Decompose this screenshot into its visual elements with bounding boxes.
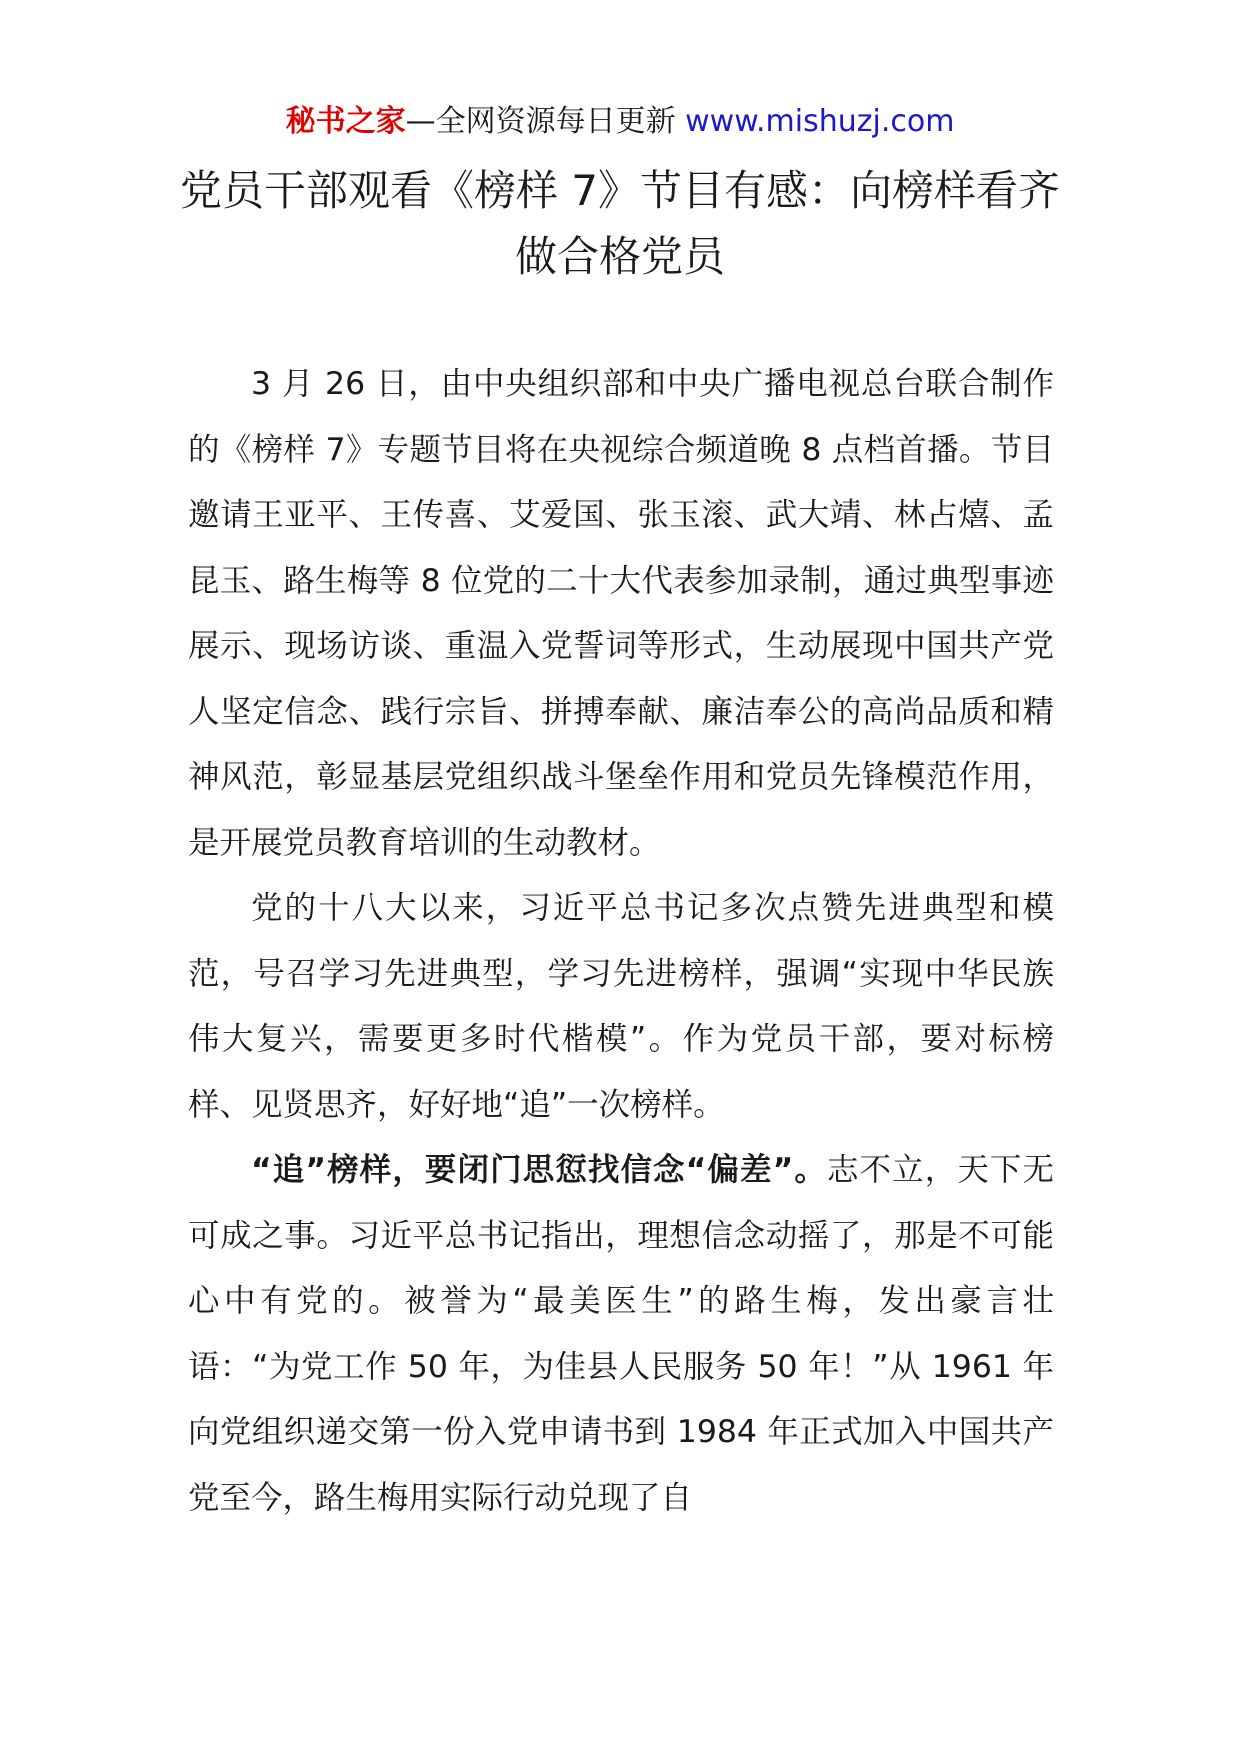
paragraph-text: 3 月 26 日，由中央组织部和中央广播电视总台联合制作的《榜样 7》专题节目将在央视综合频道晚 8 点档首播。节目邀请王亚平、王传喜、艾爱国、张玉滚、武大靖、林占熺、孟昆玉、路生梅等 8 位党的二十大代表参加录制，通过典型事迹展示、现场访谈、重温入党誓词等形式，生动展现中国共产党人坚定信念、践行宗旨、拼搏奉献、廉洁奉公的高尚品质和精神风范，彰显基层党组织战斗堡垒作用和党员先锋模范作用，是开展党员教育培训的生动教材。 [188,366,1054,861]
paragraph-lead: “追”榜样，要闭门思愆找信念“偏差”。 [251,1152,827,1188]
site-brand: 秘书之家 [285,104,406,139]
paragraph-text: 党的十八大以来，习近平总书记多次点赞先进典型和模范，号召学习先进典型，学习先进榜样，强调“实现中华民族伟大复兴，需要更多时代楷模”。作为党员干部，要对标榜样、见贤思齐，好好地“追”一次榜样。 [188,890,1054,1123]
paragraph-1 [188,352,1054,876]
site-banner [0,100,1240,144]
paragraph-text: 志不立，天下无可成之事。习近平总书记指出，理想信念动摇了，那是不可能心中有党的。被誉为“最美医生”的路生梅，发出豪言壮语：“为党工作 50 年，为佳县人民服务 50 年！”从 1961 年向党组织递交第一份入党申请书到 1984 年正式加入中国共产党至今，路生梅用实际行动兑现了自 [188,1152,1054,1516]
site-url-link[interactable]: www.mishuzj.com [685,104,955,139]
document-body [188,352,1054,1531]
site-tagline: —全网资源每日更新 [405,104,676,139]
paragraph-2 [188,876,1054,1138]
paragraph-3 [188,1138,1054,1531]
document-title: 党员干部观看《榜样 7》节目有感：向榜样看齐做合格党员 [179,166,1061,281]
